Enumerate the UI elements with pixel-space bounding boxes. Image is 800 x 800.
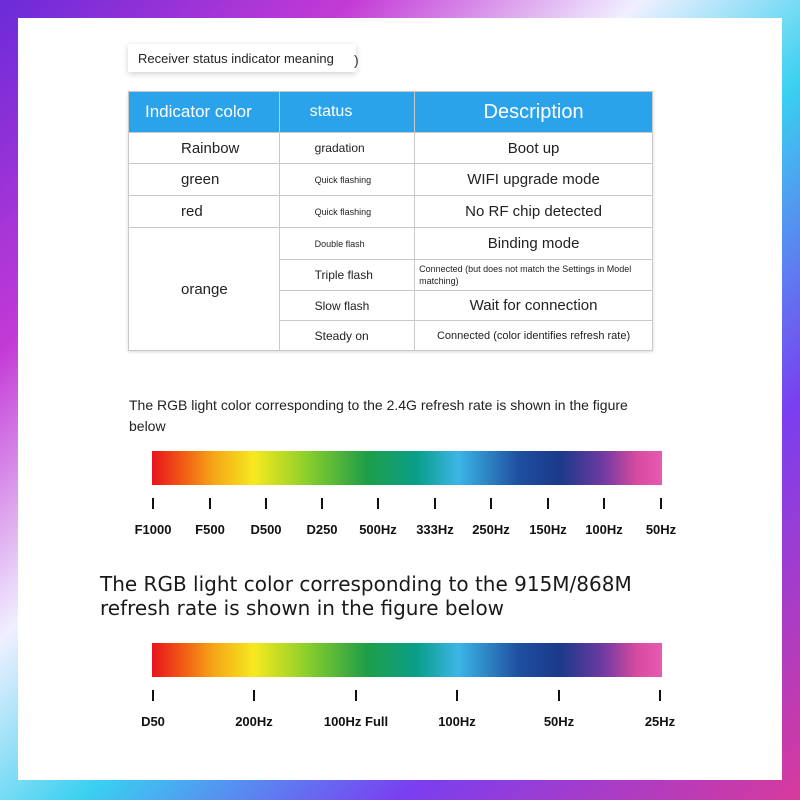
row-status: Triple flash <box>279 260 414 291</box>
row-description: Connected (but does not match the Settings in Model matching) <box>415 260 653 291</box>
scale-tick <box>152 690 154 701</box>
table-header-row <box>129 92 653 133</box>
row-status: gradation <box>279 133 414 164</box>
scale-tick <box>321 498 323 509</box>
row-color: green <box>129 164 280 196</box>
scale-label: 25Hz <box>644 714 676 729</box>
scale-tick <box>603 498 605 509</box>
table-row <box>129 164 653 196</box>
scale-tick <box>558 690 560 701</box>
row-color: orange <box>129 228 280 351</box>
scale-label: F500 <box>195 522 225 537</box>
scale-tick <box>355 690 357 701</box>
scale-tick <box>265 498 267 509</box>
scale-tick <box>490 498 492 509</box>
scale-tick <box>377 498 379 509</box>
scale-tick <box>660 498 662 509</box>
scale-label: 50Hz <box>645 522 677 537</box>
scale-label: 100Hz <box>585 522 623 537</box>
row-color: Rainbow <box>129 133 280 164</box>
scale-tick <box>659 690 661 701</box>
row-status: Quick flashing <box>279 196 414 228</box>
scale-tick <box>152 498 154 509</box>
status-table <box>128 91 653 351</box>
row-status: Double flash <box>279 228 414 260</box>
row-description: No RF chip detected <box>415 196 653 228</box>
row-description: Connected (color identifies refresh rate) <box>415 321 653 351</box>
row-status: Slow flash <box>279 291 414 321</box>
rgb-gradient-bar-915m <box>152 643 662 677</box>
row-description: WIFI upgrade mode <box>415 164 653 196</box>
scale-label: 333Hz <box>416 522 454 537</box>
header-status: status <box>279 92 414 133</box>
scale-label: 150Hz <box>529 522 567 537</box>
scale-label: 200Hz <box>235 714 273 729</box>
row-description: Wait for connection <box>415 291 653 321</box>
scale-label: 500Hz <box>359 522 397 537</box>
header-description: Description <box>415 92 653 133</box>
scale-label: F1000 <box>134 522 172 537</box>
scale-tick <box>209 498 211 509</box>
row-status: Steady on <box>279 321 414 351</box>
scale-label: 250Hz <box>472 522 510 537</box>
section2-text: The RGB light color corresponding to the 915M/868M refresh rate is shown in the figure below <box>100 572 632 620</box>
caption-label: Receiver status indicator meaning <box>128 44 356 72</box>
scale-label: D50 <box>141 714 165 729</box>
table-row <box>129 196 653 228</box>
scale-label: 100Hz <box>438 714 476 729</box>
header-indicator-color: Indicator color <box>129 92 280 133</box>
scale-label: D500 <box>250 522 282 537</box>
scale-tick <box>456 690 458 701</box>
section1-text: The RGB light color corresponding to the 2.4G refresh rate is shown in the figure below <box>129 397 628 434</box>
table-row <box>129 228 653 260</box>
scale-label: 50Hz <box>543 714 575 729</box>
row-description: Boot up <box>415 133 653 164</box>
scale-label: 100Hz Full <box>323 714 389 729</box>
row-description: Binding mode <box>415 228 653 260</box>
row-color: red <box>129 196 280 228</box>
caption-paren: ) <box>354 52 359 68</box>
rgb-gradient-bar-24g <box>152 451 662 485</box>
table-row <box>129 133 653 164</box>
scale-tick <box>434 498 436 509</box>
scale-tick <box>547 498 549 509</box>
scale-tick <box>253 690 255 701</box>
scale-label: D250 <box>306 522 338 537</box>
row-status: Quick flashing <box>279 164 414 196</box>
